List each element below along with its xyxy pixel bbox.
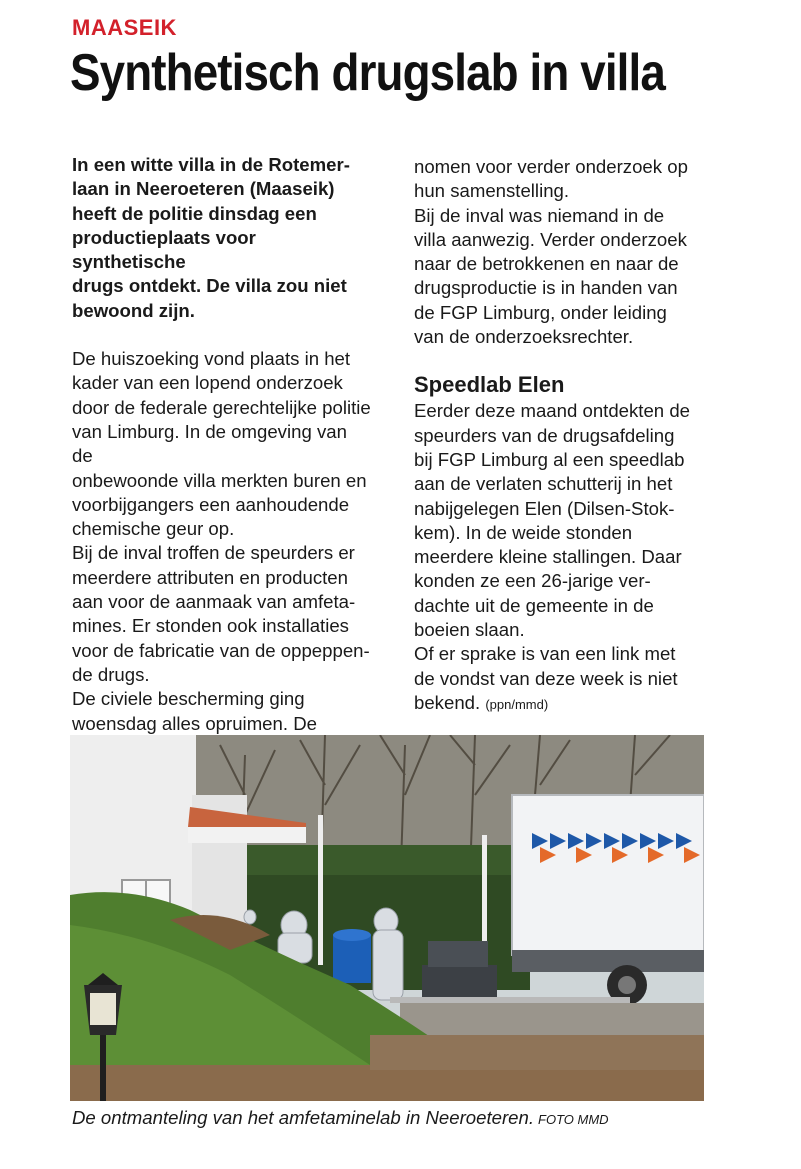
body-right-2 <box>414 399 714 691</box>
body-line: De huiszoeking vond plaats in het <box>72 348 351 370</box>
body-line: Eerder deze maand ontdekten de <box>414 400 691 422</box>
closing-text: bekend. <box>414 691 481 713</box>
lead-line: In een witte villa in de Rotemer- <box>72 154 350 175</box>
body-left <box>72 347 372 760</box>
lead-line: drugs ontdekt. De villa zou niet <box>72 275 347 297</box>
article-headline: Synthetisch drugslab in villa <box>70 44 665 102</box>
photo-caption <box>72 1106 609 1132</box>
closing-line <box>414 691 714 717</box>
body-line: mines. Er stonden ook installaties <box>72 615 349 637</box>
column-left <box>72 153 372 760</box>
body-line: Bij de inval was niemand in de <box>414 204 665 226</box>
body-line: kem). In de weide stonden <box>414 521 633 543</box>
body-right-1 <box>414 155 714 349</box>
body-line: kader van een lopend onderzoek <box>72 372 343 394</box>
lead-paragraph <box>72 153 372 323</box>
body-line: Bij de inval troffen de speurders er <box>72 542 355 564</box>
body-line: Of er sprake is van een link met <box>414 643 676 665</box>
body-line: bij FGP Limburg al een speedlab <box>414 448 685 470</box>
body-line: hun samenstelling. <box>414 180 570 202</box>
body-line: nomen voor verder onderzoek op <box>414 156 688 177</box>
photo-credit: FOTO MMD <box>538 1112 609 1127</box>
body-line: konden ze een 26-jarige ver- <box>414 570 651 592</box>
body-line: nabijgelegen Elen (Dilsen-Stok- <box>414 497 675 519</box>
body-line: van de onderzoeksrechter. <box>414 326 634 348</box>
body-line: naar de betrokkenen en naar de <box>414 253 679 275</box>
caption-text: De ontmanteling van het amfetaminelab in Neeroeteren. <box>72 1107 535 1128</box>
lead-line: laan in Neeroeteren (Maaseik) <box>72 178 335 200</box>
body-line: meerdere attributen en producten <box>72 566 348 588</box>
lead-line: productieplaats voor synthetische <box>72 226 256 273</box>
body-line: aan voor de aanmaak van amfeta- <box>72 591 356 613</box>
body-line: speurders van de drugsafdeling <box>414 424 675 446</box>
section-kicker: MAASEIK <box>72 15 177 40</box>
body-line: onbewoonde villa merkten buren en <box>72 469 367 491</box>
body-line: de vondst van deze week is niet <box>414 667 678 689</box>
column-right <box>414 155 714 717</box>
body-line: de FGP Limburg, onder leiding <box>414 301 667 323</box>
subheading-speedlab: Speedlab Elen <box>414 372 565 398</box>
article-photo <box>70 735 704 1101</box>
body-line: meerdere kleine stallingen. Daar <box>414 546 682 568</box>
body-line: van Limburg. In de omgeving van de <box>72 420 347 467</box>
body-line: chemische geur op. <box>72 518 235 540</box>
body-line: aan de verlaten schutterij in het <box>414 473 673 495</box>
lead-line: bewoond zijn. <box>72 299 195 321</box>
body-line: voorbijgangers een aanhoudende <box>72 493 350 515</box>
byline: (ppn/mmd) <box>485 696 549 712</box>
body-line: boeien slaan. <box>414 619 525 641</box>
body-line: woensdag alles opruimen. De <box>72 712 317 734</box>
lead-line: heeft de politie dinsdag een <box>72 202 317 224</box>
body-line: drugsproductie is in handen van <box>414 277 678 299</box>
body-line: dachte uit de gemeente in de <box>414 594 654 616</box>
body-line: villa aanwezig. Verder onderzoek <box>414 228 687 250</box>
body-line: De civiele bescherming ging <box>72 688 305 710</box>
body-line: door de federale gerechtelijke politie <box>72 396 371 418</box>
body-line: voor de fabricatie van de oppeppen- <box>72 639 370 661</box>
body-line: de drugs. <box>72 663 150 685</box>
